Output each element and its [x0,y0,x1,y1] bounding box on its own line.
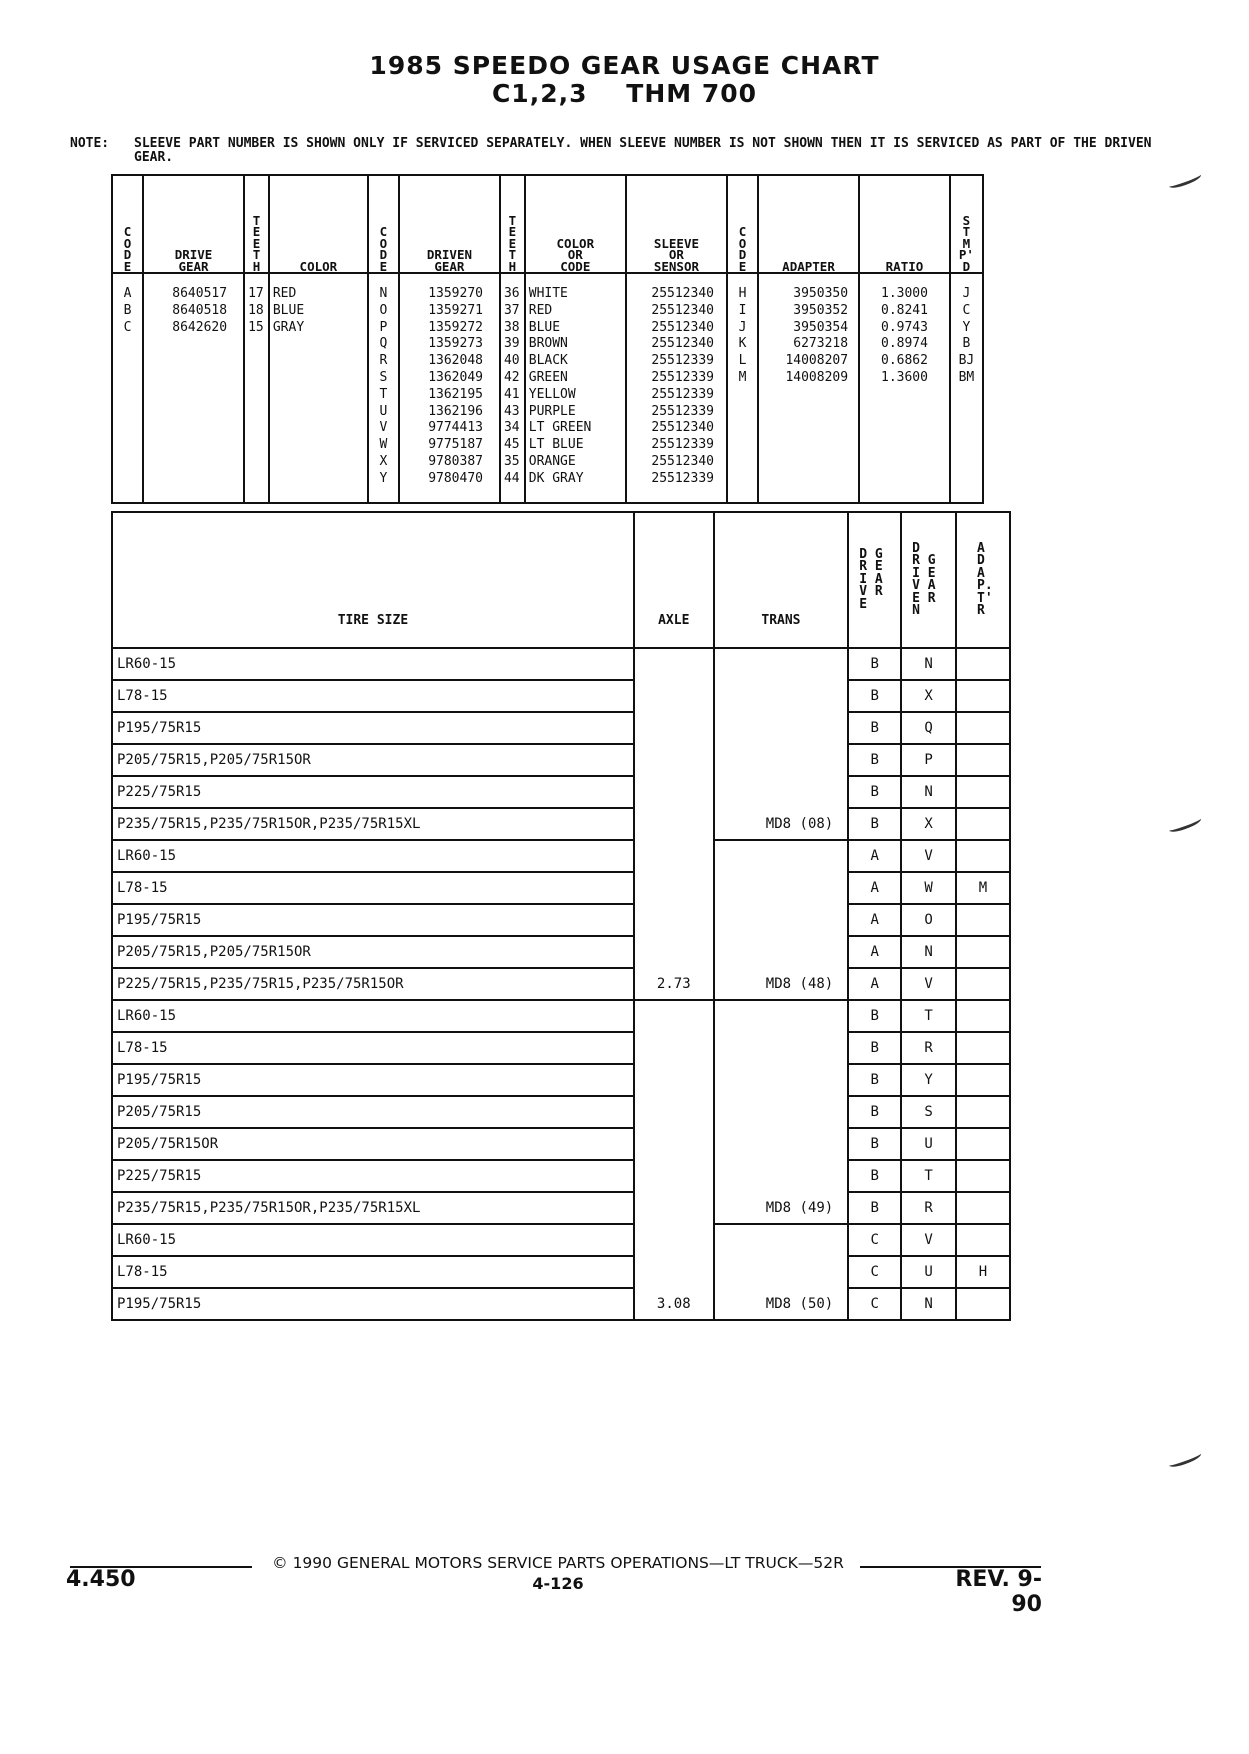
drive-gear-col: 8640517 8640518 8642620 [143,273,244,503]
trans-cell: MD8 (48) [714,840,849,1000]
drive-teeth-col: 17 18 15 [244,273,269,503]
driven-color-col: WHITE RED BLUE BROWN BLACK GREEN YELLOW PURPLE LT GREEN LT BLUE ORANGE DK GRAY [525,273,626,503]
driven-gear-code-cell: X [901,808,956,840]
adapter-gear-code-cell [956,904,1010,936]
tire-row [112,1288,1010,1320]
tire-row [112,1224,1010,1256]
tire-size-cell: P195/75R15 [112,1064,634,1096]
tire-size-cell: L78-15 [112,680,634,712]
driven-gear-code-cell: Q [901,712,956,744]
margin-mark [1167,1449,1202,1469]
stamped-col: J C Y B BJ BM [950,273,983,503]
tire-row [112,1064,1010,1096]
header-adapter-col: A D A P. T' R [956,512,1010,648]
header-driven-gear-col: D R G I E V A E R N [901,512,956,648]
adapter-gear-code-cell [956,1224,1010,1256]
trans-cell: MD8 (50) [714,1224,849,1320]
gear-table-body-row [112,273,983,503]
adapter-gear-code-cell [956,1160,1010,1192]
tire-row [112,680,1010,712]
note [70,137,1190,165]
tire-row [112,1160,1010,1192]
driven-gear-code-cell: R [901,1032,956,1064]
footer-copyright: © 1990 GENERAL MOTORS SERVICE PARTS OPERATIONS—LT TRUCK—52R [272,1554,844,1572]
drive-gear-code-cell: B [848,1192,901,1224]
drive-color-col: RED BLUE GRAY [269,273,368,503]
tire-size-cell: P225/75R15 [112,776,634,808]
drive-gear-code-cell: B [848,1064,901,1096]
header-drive-code: C O D E [112,175,143,273]
drive-gear-code-cell: C [848,1224,901,1256]
header-driven-gear: DRIVEN GEAR [399,175,500,273]
tire-row [112,1000,1010,1032]
driven-gear-col: 1359270 1359271 1359272 1359273 1362048 1362049 1362195 1362196 9774413 9775187 9780387 9780470 [399,273,500,503]
note-label: NOTE: [70,136,110,151]
header-stamped: S T M P' D [950,175,983,273]
adapter-gear-code-cell [956,1288,1010,1320]
driven-gear-code-cell: R [901,1192,956,1224]
adapter-gear-code-cell [956,968,1010,1000]
tire-size-cell: P225/75R15,P235/75R15,P235/75R15OR [112,968,634,1000]
drive-gear-code-cell: A [848,840,901,872]
driven-gear-code-cell: V [901,968,956,1000]
tire-size-cell: P205/75R15,P205/75R15OR [112,936,634,968]
tire-row [112,936,1010,968]
tire-row [112,1192,1010,1224]
driven-gear-code-cell: P [901,744,956,776]
axle-cell: 3.08 [634,1000,714,1320]
tire-row [112,648,1010,680]
drive-gear-code-cell: B [848,1032,901,1064]
drive-gear-code-cell: A [848,968,901,1000]
adapter-gear-code-cell [956,648,1010,680]
tire-row [112,840,1010,872]
tire-size-cell: P235/75R15,P235/75R15OR,P235/75R15XL [112,808,634,840]
adapter-gear-code-cell [956,712,1010,744]
trans-cell: MD8 (49) [714,1000,849,1224]
adapter-gear-code-cell [956,680,1010,712]
margin-mark [1167,170,1202,190]
driven-gear-code-cell: T [901,1160,956,1192]
driven-gear-code-cell: X [901,680,956,712]
header-drive-gear-col: D G R E I A V R E [848,512,901,648]
driven-gear-code-cell: Y [901,1064,956,1096]
gear-table-header-row [112,175,983,273]
header-drive-gear: DRIVE GEAR [143,175,244,273]
header-trans: TRANS [714,512,849,648]
tire-size-table [111,511,1011,1321]
driven-gear-code-cell: S [901,1096,956,1128]
page-subtitle: C1,2,3 THM 700 [491,79,758,108]
adapter-gear-code-cell [956,1032,1010,1064]
adapter-gear-code-cell [956,744,1010,776]
driven-gear-code-cell: N [901,936,956,968]
gear-parts-table [111,174,984,504]
sleeve-col: 25512340 25512340 25512340 25512340 25512339 25512339 25512339 25512339 25512340 25512339 25512340 25512339 [626,273,727,503]
adapter-gear-code-cell [956,1096,1010,1128]
header-axle: AXLE [634,512,714,648]
header-adapter-code: C O D E [727,175,758,273]
trans-cell: MD8 (08) [714,648,849,840]
header-sleeve-or-sensor: SLEEVE OR SENSOR [626,175,727,273]
drive-gear-code-cell: C [848,1288,901,1320]
axle-cell: 2.73 [634,648,714,1000]
tire-size-cell: P195/75R15 [112,904,634,936]
tire-size-cell: LR60-15 [112,1000,634,1032]
header-drive-color: COLOR [269,175,368,273]
header-driven-teeth: T E E T H [500,175,525,273]
header-adapter: ADAPTER [758,175,859,273]
tire-row [112,968,1010,1000]
adapter-code-col: H I J K L M [727,273,758,503]
drive-gear-code-cell: B [848,1000,901,1032]
adapter-gear-code-cell [956,840,1010,872]
tire-row [112,744,1010,776]
header-color-or-code: COLOR OR CODE [525,175,626,273]
tire-size-cell: P205/75R15OR [112,1128,634,1160]
tire-size-cell: LR60-15 [112,648,634,680]
page-title: 1985 SPEEDO GEAR USAGE CHART [369,51,880,80]
tire-size-cell: P205/75R15 [112,1096,634,1128]
adapter-part-col: 3950350 3950352 3950354 6273218 14008207 14008209 [758,273,859,503]
adapter-gear-code-cell: M [956,872,1010,904]
adapter-gear-code-cell [956,1064,1010,1096]
driven-gear-code-cell: V [901,1224,956,1256]
tire-size-cell: P195/75R15 [112,1288,634,1320]
tire-size-cell: P195/75R15 [112,712,634,744]
driven-gear-code-cell: O [901,904,956,936]
drive-gear-code-cell: B [848,1160,901,1192]
driven-teeth-col: 36 37 38 39 40 42 41 43 34 45 35 44 [500,273,525,503]
tire-row [112,712,1010,744]
tire-size-cell: L78-15 [112,872,634,904]
adapter-gear-code-cell [956,776,1010,808]
tire-row [112,776,1010,808]
tire-size-cell: L78-15 [112,1032,634,1064]
drive-gear-code-cell: B [848,776,901,808]
driven-gear-code-cell: N [901,648,956,680]
footer-sub-page: 4-126 [532,1574,584,1593]
tire-row [112,872,1010,904]
adapter-gear-code-cell [956,1128,1010,1160]
header-drive-teeth: T E E T H [244,175,269,273]
footer-page-number: 4.450 [66,1567,136,1592]
driven-gear-code-cell: N [901,1288,956,1320]
driven-gear-code-cell: V [901,840,956,872]
driven-code-col: N O P Q R S T U V W X Y [368,273,399,503]
drive-gear-code-cell: A [848,904,901,936]
drive-gear-code-cell: B [848,680,901,712]
footer-revision: REV. 9-90 [955,1567,1042,1617]
tire-row [112,1128,1010,1160]
drive-gear-code-cell: C [848,1256,901,1288]
tire-row [112,1032,1010,1064]
tire-size-cell: LR60-15 [112,840,634,872]
margin-mark [1167,814,1202,834]
adapter-gear-code-cell [956,1000,1010,1032]
tire-row [112,808,1010,840]
drive-gear-code-cell: B [848,648,901,680]
adapter-gear-code-cell [956,1192,1010,1224]
ratio-col: 1.3000 0.8241 0.9743 0.8974 0.6862 1.3600 [859,273,950,503]
tire-row [112,904,1010,936]
note-text: SLEEVE PART NUMBER IS SHOWN ONLY IF SERVICED SEPARATELY. WHEN SLEEVE NUMBER IS NOT SHOWN THEN IT IS SERVICED AS PART OF THE DRIVEN GEAR. [134,136,1152,165]
drive-gear-code-cell: B [848,1128,901,1160]
header-tire-size: TIRE SIZE [112,512,634,648]
tire-size-cell: P225/75R15 [112,1160,634,1192]
tire-size-cell: P205/75R15,P205/75R15OR [112,744,634,776]
tire-size-cell: LR60-15 [112,1224,634,1256]
tire-table-header-row [112,512,1010,648]
header-driven-code: C O D E [368,175,399,273]
adapter-gear-code-cell [956,936,1010,968]
driven-gear-code-cell: U [901,1128,956,1160]
tire-size-cell: L78-15 [112,1256,634,1288]
driven-gear-code-cell: T [901,1000,956,1032]
drive-gear-code-cell: B [848,744,901,776]
drive-code-col: A B C [112,273,143,503]
header-ratio: RATIO [859,175,950,273]
tire-size-cell: P235/75R15,P235/75R15OR,P235/75R15XL [112,1192,634,1224]
drive-gear-code-cell: B [848,712,901,744]
drive-gear-code-cell: A [848,936,901,968]
drive-gear-code-cell: B [848,808,901,840]
adapter-gear-code-cell: H [956,1256,1010,1288]
drive-gear-code-cell: A [848,872,901,904]
driven-gear-code-cell: N [901,776,956,808]
tire-row [112,1256,1010,1288]
driven-gear-code-cell: U [901,1256,956,1288]
tire-row [112,1096,1010,1128]
driven-gear-code-cell: W [901,872,956,904]
drive-gear-code-cell: B [848,1096,901,1128]
adapter-gear-code-cell [956,808,1010,840]
